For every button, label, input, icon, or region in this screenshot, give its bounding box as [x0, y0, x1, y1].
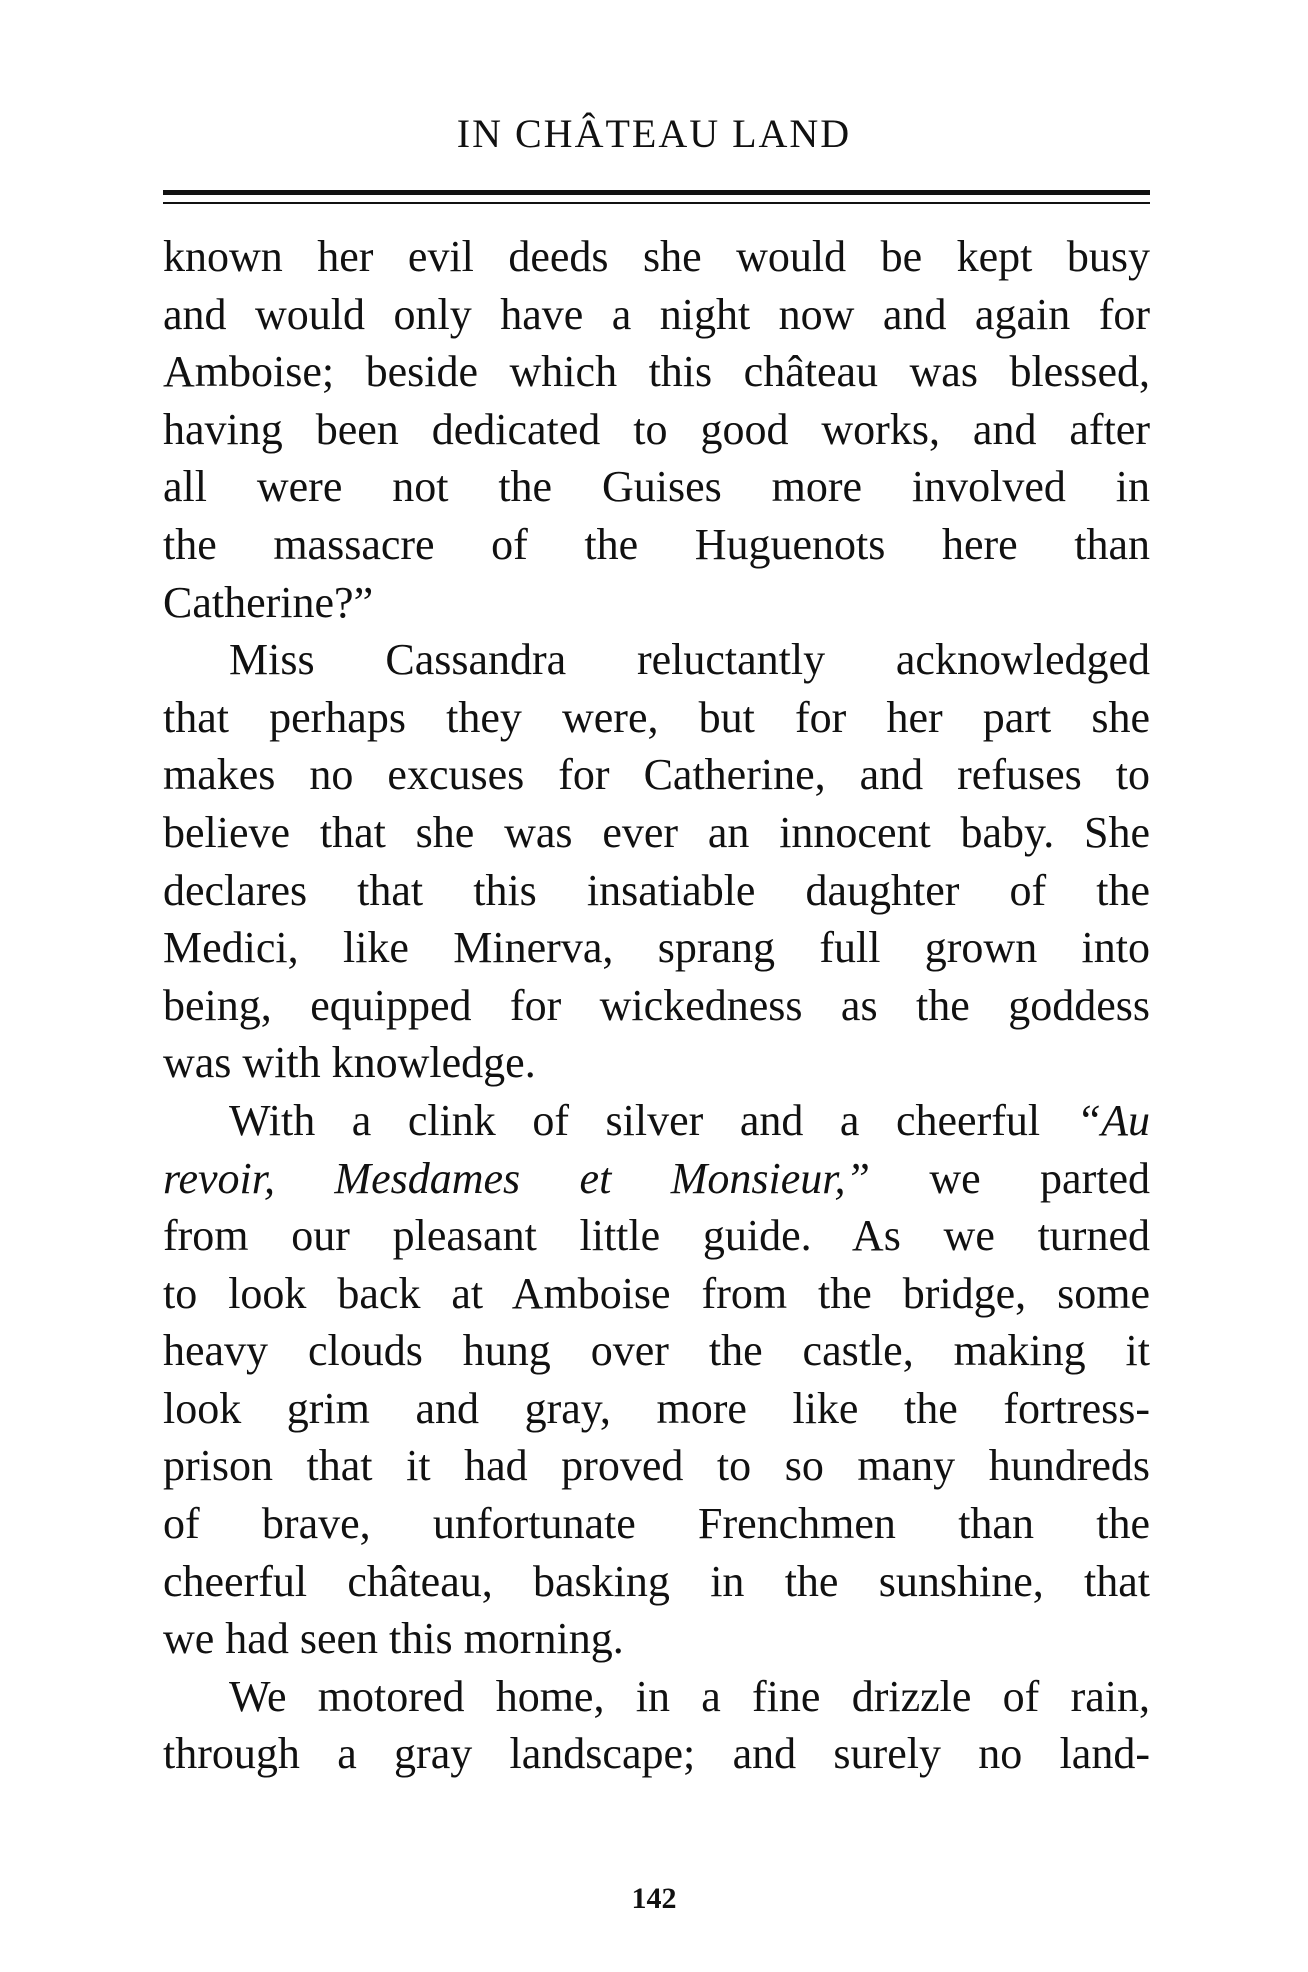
text-segment: we parted — [929, 1153, 1150, 1203]
text-line: Miss Cassandra reluctantly acknowledged — [229, 635, 1150, 685]
header-rule-thick — [163, 190, 1150, 195]
text-line: being, equipped for wickedness as the goddess — [163, 980, 1150, 1030]
text-line: declares that this insatiable daughter of the — [163, 865, 1150, 915]
text-line: Amboise; beside which this château was blessed, — [163, 347, 1150, 397]
text-line: from our pleasant little guide. As we turned — [163, 1211, 1150, 1261]
text-line: We motored home, in a fine drizzle of rain, — [229, 1671, 1150, 1721]
text-line: heavy clouds hung over the castle, making it — [163, 1326, 1150, 1376]
text-line: known her evil deeds she would be kept busy — [163, 232, 1150, 281]
running-head-title: IN CHÂTEAU LAND — [456, 111, 852, 156]
text-line: makes no excuses for Catherine, and refuses to — [163, 750, 1150, 800]
text-line: we had seen this morning. — [163, 1614, 624, 1664]
italic-segment: “Au — [1076, 1095, 1150, 1145]
header-rule-thin — [163, 202, 1150, 204]
text-line: believe that she was ever an innocent baby. She — [163, 807, 1150, 857]
text-line: look grim and gray, more like the fortress- — [163, 1383, 1150, 1433]
text-line — [163, 1150, 1150, 1208]
text-line: was with knowledge. — [163, 1038, 536, 1088]
text-line: through a gray landscape; and surely no land- — [163, 1729, 1150, 1779]
text-line — [163, 1092, 1150, 1150]
text-line: Medici, like Minerva, sprang full grown into — [163, 923, 1150, 973]
text-line: of brave, unfortunate Frenchmen than the — [163, 1499, 1150, 1549]
text-line: to look back at Amboise from the bridge, some — [163, 1268, 1150, 1318]
text-segment: With a clink of silver and a cheerful — [229, 1095, 1041, 1145]
text-line: prison that it had proved to so many hundreds — [163, 1441, 1150, 1491]
body-text — [163, 228, 1150, 1783]
text-line: cheerful château, basking in the sunshine, that — [163, 1556, 1150, 1606]
italic-segment: revoir, Mesdames et Monsieur,” — [163, 1153, 870, 1203]
text-line: and would only have a night now and again for — [163, 289, 1150, 339]
text-line: the massacre of the Huguenots here than — [163, 519, 1150, 569]
text-line: having been dedicated to good works, and after — [163, 404, 1150, 454]
page-number: 142 — [631, 1882, 677, 1915]
text-line: Catherine?” — [163, 577, 374, 627]
text-line: all were not the Guises more involved in — [163, 462, 1150, 512]
text-line: that perhaps they were, but for her part she — [163, 692, 1150, 742]
